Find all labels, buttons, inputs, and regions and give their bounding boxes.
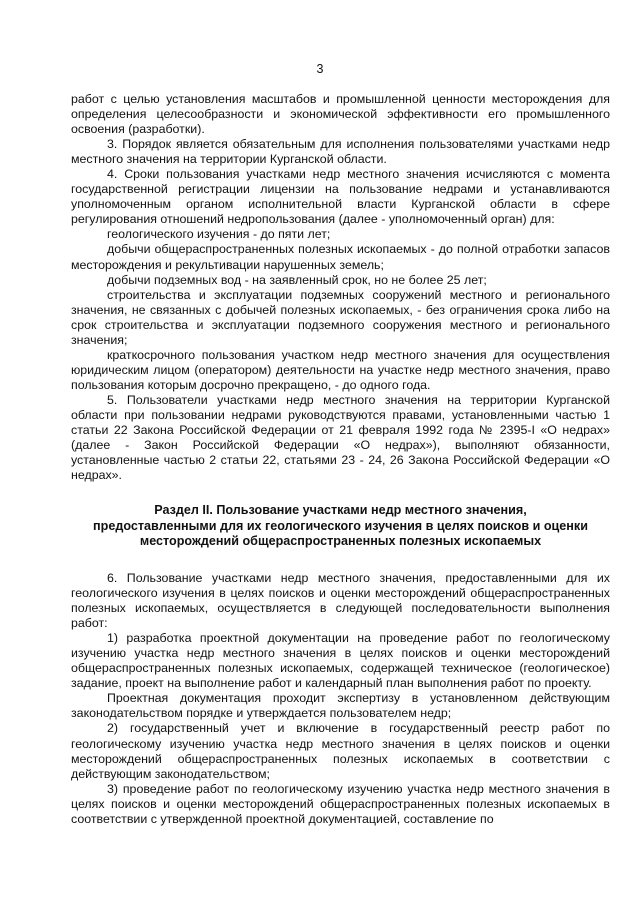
paragraph-continuation: работ с целью установления масштабов и промышленной ценности месторождения для определения целесообразности и экономической эффективности его промышленного освоения (разработки).: [71, 92, 610, 137]
section-heading-line-1: Раздел II. Пользование участками недр местного значения,: [154, 503, 527, 518]
paragraph-3: 3. Порядок является обязательным для исполнения пользователями участками недр местного значения на территории Курганской области.: [71, 137, 610, 167]
page-number: 3: [316, 62, 324, 76]
list-item-3: 3) проведение работ по геологическому изучению участка недр местного значения в целях поисков и оценки месторождений общераспространенных полезных ископаемых в соответствии с утвержденной проектной документацией, составление по: [71, 781, 610, 826]
list-item-geological-study: геологического изучения - до пяти лет;: [107, 227, 331, 242]
list-item-1: 1) разработка проектной документации на проведение работ по геологическому изучению участка недр местного значения в целях поисков и оценки месторождений общераспространенных полезных ископаемых, содержащей техническое (геологическое) задание, проект на выполнение работ и календарный план выполнения работ по проекту.: [71, 631, 610, 691]
paragraph-4: 4. Сроки пользования участками недр местного значения исчисляются с момента государственной регистрации лицензии на пользование недрами и устанавливаются уполномоченным органом исполнительной власти Курганской области в сфере регулирования отношений недропользования (далее - уполномоченный орган) для:: [71, 167, 610, 227]
list-item-underground-structures: строительства и эксплуатации подземных сооружений местного и регионального значения, не связанных с добычей полезных ископаемых, - без ограничения срока либо на срок строительства и эксплуатации подземного сооружения местного и регионального значения;: [71, 287, 610, 347]
list-item-2: 2) государственный учет и включение в государственный реестр работ по геологическому изучению участка недр местного значения в целях поисков и оценки месторождений общераспространенных полезных ископаемых в соответствии с действующим законодательством;: [71, 721, 610, 781]
section-heading-line-2: предоставленными для их геологического изучения в целях поисков и оценки: [93, 518, 588, 533]
list-item-short-term-use: краткосрочного пользования участком недр местного значения для осуществления юридическим лицом (оператором) деятельности на участке недр местного значения, право пользования которым досрочно прекращено, - до одного года.: [71, 347, 610, 392]
document-body: [71, 92, 610, 827]
section-heading: [71, 503, 610, 550]
list-item-mining: добычи общераспространенных полезных ископаемых - до полной отработки запасов месторождения и рекультивации нарушенных земель;: [71, 242, 610, 272]
paragraph-6: 6. Пользование участками недр местного значения, предоставленными для их геологического изучения в целях поисков и оценки месторождений общераспространенных полезных ископаемых, осуществляется в следующей последовательности выполнения работ:: [71, 571, 610, 631]
list-item-groundwater: добычи подземных вод - на заявленный срок, но не более 25 лет;: [107, 272, 487, 287]
section-heading-line-3: месторождений общераспространенных полезных ископаемых: [139, 534, 542, 549]
paragraph-5: 5. Пользователи участками недр местного значения на территории Курганской области при пользовании недрами руководствуются правами, установленными частью 1 статьи 22 Закона Российской Федерации от 21 февраля 1992 года № 2395-I «О недрах» (далее - Закон Российской Федерации «О недрах»), выполняют обязанности, установленные частью 2 статьи 22, статьями 23 - 24, 26 Закона Российской Федерации «О недрах».: [71, 392, 610, 483]
paragraph-expertise: Проектная документация проходит экспертизу в установленном действующим законодательством порядке и утверждается пользователем недр;: [71, 691, 610, 721]
